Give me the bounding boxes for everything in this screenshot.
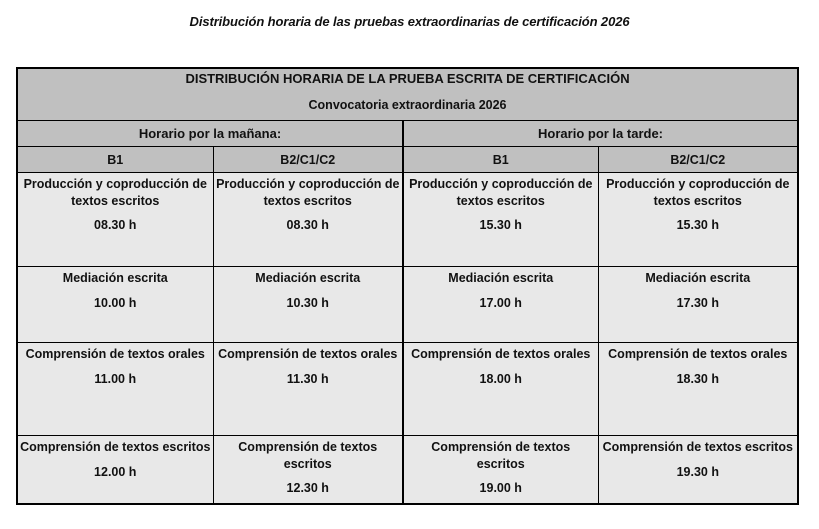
exam-cell [213,267,403,343]
exam-cell [213,343,403,436]
level-header: B1 [17,147,213,173]
schedule-table [16,67,799,505]
exam-name: Mediación escrita [645,271,751,285]
exam-name: Comprensión de textos escritos [431,440,571,471]
exam-time: 19.30 h [676,464,719,479]
exam-name: Producción y coproducción de textos escritos [606,177,790,208]
level-header: B2/C1/C2 [598,147,798,173]
exam-name: Producción y coproducción de textos escritos [216,177,400,208]
exam-time: 12.30 h [286,481,329,495]
exam-time: 18.00 h [479,371,522,386]
table-subheading: Convocatoria extraordinaria 2026 [308,98,507,112]
table-row [17,267,798,343]
exam-time: 08.30 h [94,218,137,232]
exam-time: 12.00 h [94,464,137,479]
document-title: Distribución horaria de las pruebas extraordinarias de certificación 2026 [189,14,630,29]
table-row [17,173,798,267]
table-row [17,343,798,436]
exam-cell [403,343,598,436]
table-heading-cell [17,68,798,121]
exam-cell [598,267,798,343]
exam-time: 19.00 h [479,481,522,495]
exam-time: 15.30 h [479,218,522,232]
period-morning: Horario por la mañana: [17,121,403,147]
exam-name: Comprensión de textos orales [218,347,398,361]
exam-time: 18.30 h [676,371,719,386]
level-header: B2/C1/C2 [213,147,403,173]
exam-time: 08.30 h [286,218,329,232]
exam-name: Comprensión de textos orales [25,347,205,361]
exam-name: Comprensión de textos escritos [602,440,793,454]
table-row [17,436,798,504]
exam-name: Producción y coproducción de textos escritos [23,177,207,208]
exam-name: Producción y coproducción de textos escritos [409,177,593,208]
table-heading: DISTRIBUCIÓN HORARIA DE LA PRUEBA ESCRITA DE CERTIFICACIÓN [185,71,630,86]
exam-name: Mediación escrita [448,271,554,285]
exam-cell [403,173,598,267]
exam-cell [598,343,798,436]
exam-cell [213,173,403,267]
exam-cell [403,267,598,343]
exam-time: 10.00 h [94,295,137,310]
exam-cell [213,436,403,504]
exam-time: 17.30 h [676,295,719,310]
exam-cell [17,173,213,267]
exam-cell [17,343,213,436]
exam-cell [403,436,598,504]
exam-time: 11.00 h [94,371,137,386]
exam-time: 10.30 h [286,295,329,310]
exam-name: Mediación escrita [62,271,168,285]
period-row [17,121,798,147]
level-row [17,147,798,173]
period-afternoon: Horario por la tarde: [403,121,798,147]
exam-cell [598,173,798,267]
table-heading-row [17,68,798,121]
exam-cell [17,267,213,343]
exam-time: 17.00 h [479,295,522,310]
exam-name: Comprensión de textos escritos [238,440,378,471]
exam-name: Comprensión de textos orales [608,347,788,361]
exam-time: 15.30 h [676,218,719,232]
exam-name: Comprensión de textos orales [411,347,591,361]
exam-cell [17,436,213,504]
exam-time: 11.30 h [286,371,329,386]
exam-cell [598,436,798,504]
exam-name: Comprensión de textos escritos [20,440,211,454]
level-header: B1 [403,147,598,173]
exam-name: Mediación escrita [255,271,361,285]
